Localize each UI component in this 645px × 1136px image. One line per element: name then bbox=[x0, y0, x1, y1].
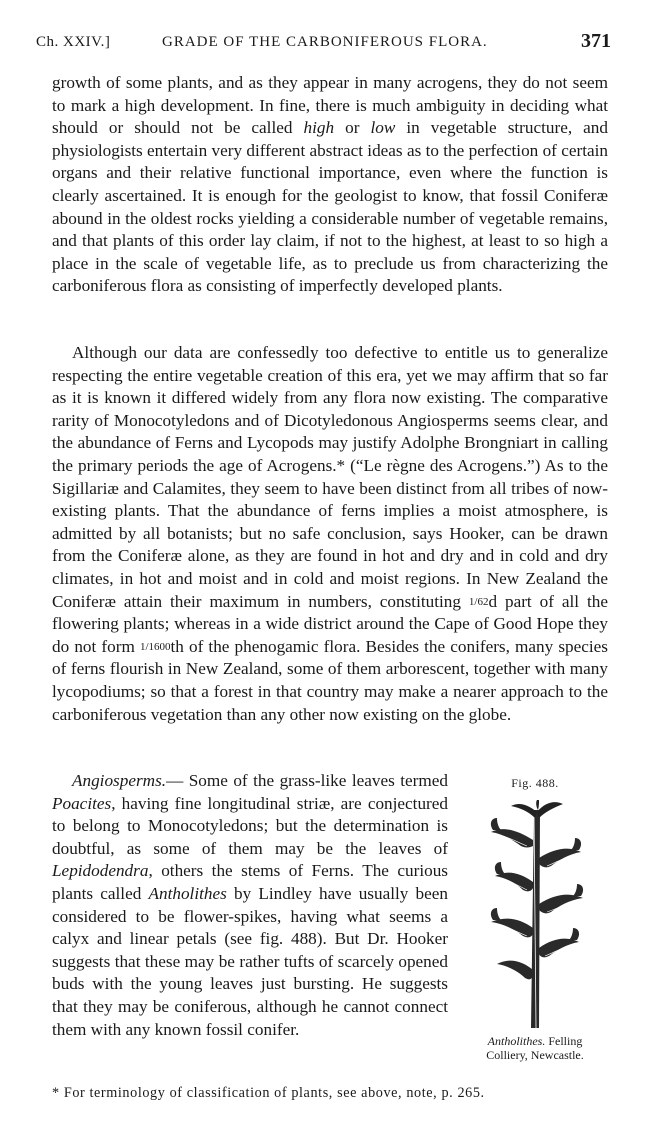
paragraph1-text-c: in vegetable structure, and physiologists entertain very different abstract ideas as to the perfection of certain organs and their relative functional importance, even where the function is clearly ascertained. It is enough for the geologist to know, that fossil Coniferæ abound in the oldest rocks yielding a considerable number of vegetable remains, and that plants of this order lay claim, if not to the highest, at least to so high a place in the scale of vegetable life, as to preclude us from characterizing the carboniferous flora as consisting of imperfectly developed plants. bbox=[52, 118, 608, 296]
paragraph-angiosperms bbox=[52, 770, 448, 1041]
caption-line-1 bbox=[462, 1034, 608, 1048]
paragraph1-text-b: or bbox=[334, 118, 371, 138]
figure-caption bbox=[462, 1034, 608, 1062]
angiosperms-section bbox=[52, 770, 608, 1070]
italic-lepidodendra: Lepidodendra bbox=[52, 861, 149, 881]
page-number: 371 bbox=[581, 30, 611, 52]
paragraph3-text-c: , others the stems of Ferns. The curious plants called bbox=[52, 861, 448, 903]
paragraph-age-of-acrogens bbox=[52, 342, 608, 726]
italic-high: high bbox=[303, 118, 335, 138]
paragraph3-text-d: by Lindley have usually been considered to be flower-spikes, having what seems a calyx and linear petals (see fig. 488). But Dr. Hooker suggests that these may be rather tufts of scarcely opened buds with the young leaves just bursting. He suggests that they may be coniferous, although he cannot connect them with any known fossil conifer. bbox=[52, 883, 448, 1039]
antholithes-fossil-illustration bbox=[477, 800, 593, 1028]
italic-poacites: Poacites bbox=[52, 793, 112, 813]
paragraph3-text-a: — Some of the grass-like leaves termed bbox=[166, 771, 448, 790]
figure-label: Fig. 488. bbox=[511, 776, 559, 790]
caption-locality-a: Felling bbox=[545, 1034, 583, 1048]
chapter-reference: Ch. XXIV.] bbox=[36, 34, 111, 50]
paragraph2-text-a: Although our data are confessedly too defective to entitle us to generalize respecting the entire vegetable creation of this era, yet we may affirm that so far as it is known it differed widely from any flora now existing. The comparative rarity of Monocotyledons and of Dicotyledonous Angiosperms seems clear, and the abundance of Ferns and Lycopods may justify Adolphe Brongniart in calling the primary periods the age of Acrogens.* (“Le règne des Acrogens.”) As to the Sigillariæ and Calamites, they seem to have been distinct from all tribes of now-existing plants. That the abundance of ferns implies a moist atmosphere, is admitted by all botanists; but no safe conclusion, says Hooker, can be drawn from the Coniferæ alone, as they are found in hot and dry and in cold and dry climates, in hot and moist and in cold and moist regions. In New Zealand the Coniferæ attain their maximum in numbers, constituting bbox=[52, 343, 608, 611]
figure-488 bbox=[462, 770, 608, 1070]
running-title: GRADE OF THE CARBONIFEROUS FLORA. bbox=[162, 34, 488, 50]
fraction-one-sixteen-hundredth: 1/1600 bbox=[139, 640, 171, 653]
caption-line-2: Colliery, Newcastle. bbox=[486, 1048, 584, 1062]
footnote: * For terminology of classification of plants, see above, note, p. 265. bbox=[52, 1085, 485, 1101]
italic-low: low bbox=[370, 118, 396, 138]
paragraph-grade-of-development bbox=[52, 72, 608, 298]
paragraph1-text-a: growth of some plants, and as they appear in many acrogens, they do not seem to mark a high development. In fine, there is much ambiguity in deciding what should or should not be called bbox=[52, 73, 608, 138]
paragraph2-text-b: d part of all the flowering plants; whereas in a wide district around the Cape of Good Hope they do not form bbox=[52, 591, 608, 656]
paragraph2-text-c: th of the phenogamic flora. Besides the conifers, many species of ferns flourish in New Zealand, some of them arborescent, together with many lycopodiums; so that a forest in that country may make a nearer approach to the carboniferous vegetation than any other now existing on the globe. bbox=[52, 636, 608, 724]
italic-antholithes: Antholithes bbox=[148, 883, 227, 903]
fraction-one-sixty-second: 1/62 bbox=[468, 595, 489, 608]
section-heading-angiosperms: Angiosperms. bbox=[72, 771, 167, 790]
paragraph3-text-b: , having fine longitudinal striæ, are conjectured to belong to Monocotyledons; but the determination is doubtful, as some of them may be the leaves of bbox=[52, 793, 448, 858]
running-header bbox=[36, 30, 611, 56]
caption-genus: Antholithes. bbox=[487, 1034, 546, 1048]
